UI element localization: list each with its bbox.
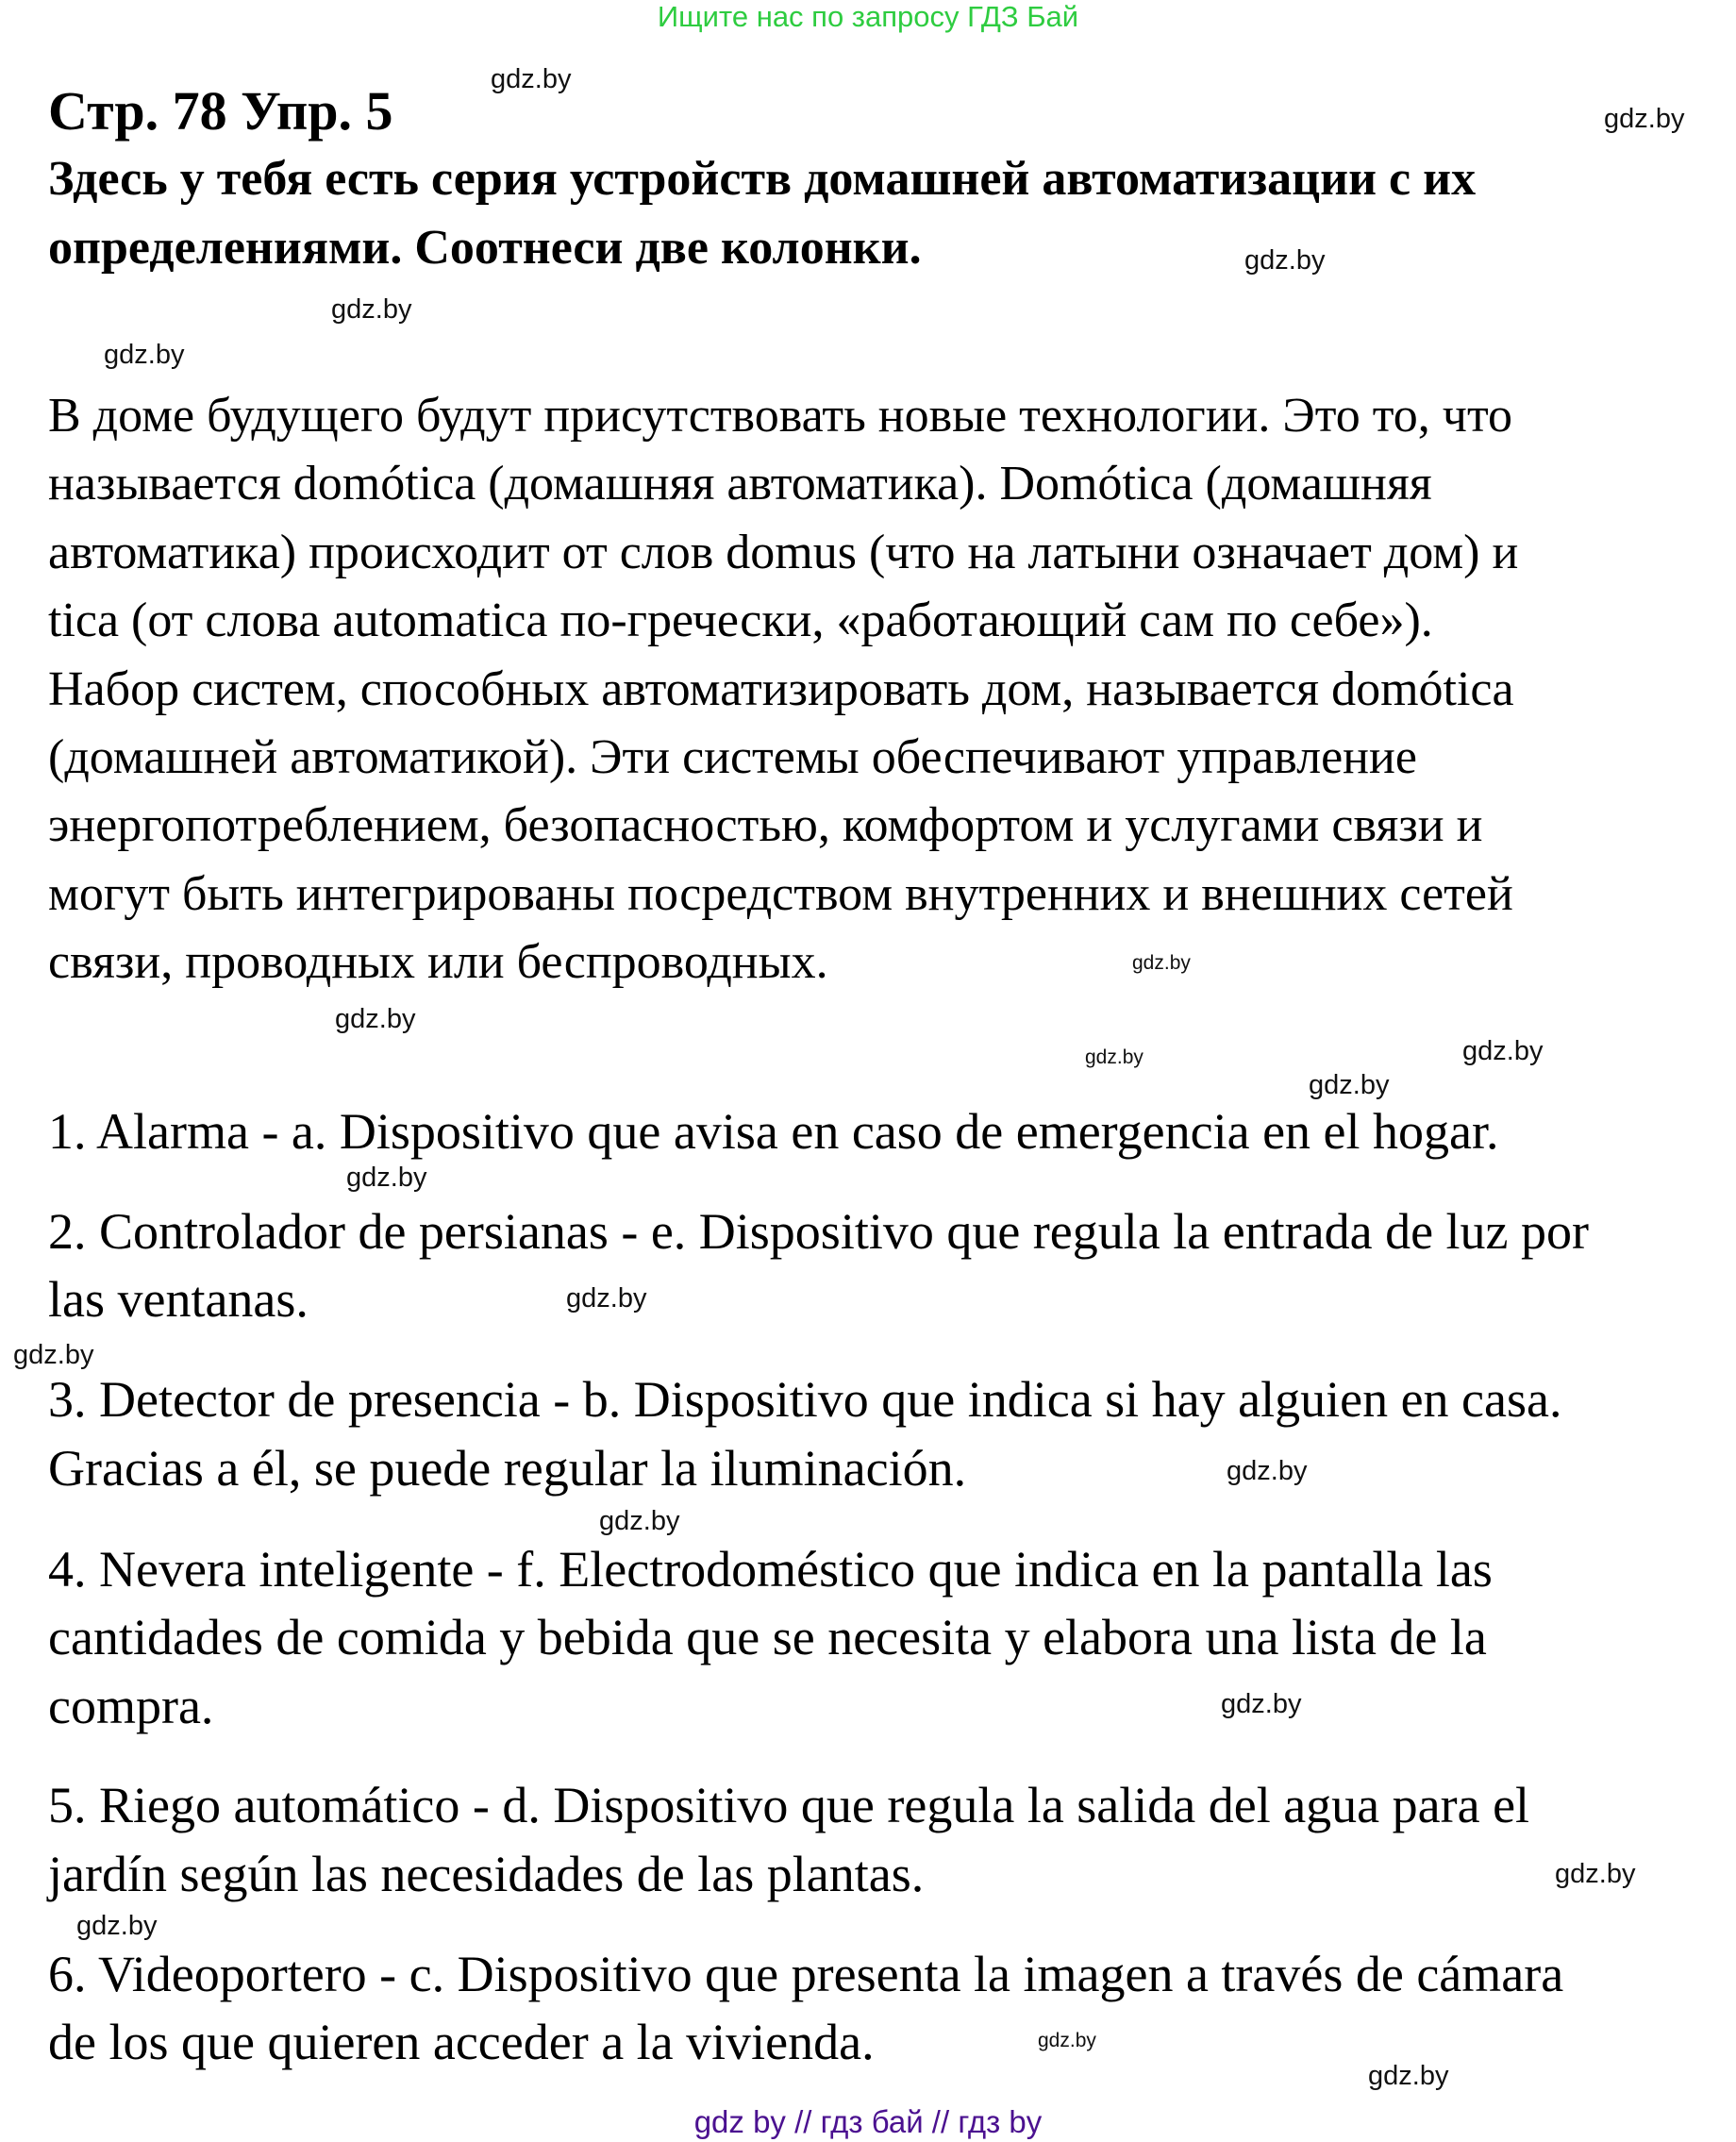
footer-links[interactable]: gdz by // гдз бай // гдз by [693, 2104, 1043, 2139]
watermark: gdz.by [1038, 2030, 1096, 2051]
answer-line: jardín según las necesidades de las plantas. [48, 1846, 925, 1902]
watermark: gdz.by [1221, 1689, 1302, 1719]
watermark: gdz.by [1132, 952, 1191, 974]
watermark: gdz.by [599, 1506, 680, 1536]
answer-line: 2. Controlador de persianas - e. Dispositivo que regula la entrada de luz por [48, 1203, 1589, 1260]
paragraph-line: tica (от слова automatica по-гречески, «работающий сам по себе»). [48, 594, 1433, 647]
answer-line: compra. [48, 1678, 214, 1734]
watermark: gdz.by [1244, 245, 1326, 276]
search-banner[interactable]: Ищите нас по запросу ГДЗ Бай [657, 0, 1079, 33]
watermark: gdz.by [1309, 1070, 1390, 1100]
page-title: Стр. 78 Упр. 5 [48, 80, 393, 142]
paragraph-line: Набор систем, способных автоматизировать дом, называется domótica [48, 662, 1514, 716]
paragraph-line: (домашней автоматикой). Эти системы обеспечивают управление [48, 730, 1417, 784]
paragraph-line: связи, проводных или беспроводных. [48, 935, 828, 989]
watermark: gdz.by [1555, 1859, 1636, 1889]
watermark: gdz.by [566, 1283, 647, 1314]
paragraph-line: называется domótica (домашняя автоматика). Domótica (домашняя [48, 457, 1432, 510]
paragraph-line: автоматика) происходит от слов domus (что на латыни означает дом) и [48, 526, 1519, 579]
paragraph-line: В доме будущего будут присутствовать новые технологии. Это то, что [48, 389, 1512, 443]
paragraph-line: могут быть интегрированы посредством внутренних и внешних сетей [48, 867, 1513, 921]
watermark: gdz.by [104, 340, 185, 370]
answer-line: cantidades de comida y bebida que se necesita y elabora una lista de la [48, 1609, 1487, 1665]
watermark: gdz.by [1462, 1036, 1544, 1066]
watermark: gdz.by [1368, 2061, 1449, 2091]
answer-line: 3. Detector de presencia - b. Dispositivo que indica si hay alguien en casa. [48, 1371, 1562, 1428]
watermark: gdz.by [491, 64, 572, 94]
task-instruction-line: определениями. Соотнеси две колонки. [48, 221, 922, 275]
paragraph-line: энергопотреблением, безопасностью, комфортом и услугами связи и [48, 798, 1483, 852]
watermark: gdz.by [1085, 1046, 1143, 1068]
task-instruction-line: Здесь у тебя есть серия устройств домашней автоматизации с их [48, 152, 1477, 206]
answer-line: las ventanas. [48, 1271, 309, 1328]
answer-line: 4. Nevera inteligente - f. Electrodoméstico que indica en la pantalla las [48, 1541, 1493, 1598]
answer-line: de los que quieren acceder a la vivienda. [48, 2014, 875, 2070]
watermark: gdz.by [331, 294, 412, 325]
watermark: gdz.by [346, 1163, 427, 1193]
answer-line: 6. Videoportero - c. Dispositivo que presenta la imagen a través de cámara [48, 1946, 1564, 2002]
watermark: gdz.by [335, 1004, 416, 1034]
watermark: gdz.by [1604, 104, 1685, 134]
watermark: gdz.by [76, 1911, 158, 1941]
watermark: gdz.by [13, 1340, 94, 1370]
watermark: gdz.by [1227, 1456, 1308, 1486]
answer-line: 5. Riego automático - d. Dispositivo que regula la salida del agua para el [48, 1777, 1530, 1833]
answer-line: 1. Alarma - a. Dispositivo que avisa en caso de emergencia en el hogar. [48, 1103, 1499, 1160]
answer-line: Gracias a él, se puede regular la iluminación. [48, 1440, 967, 1497]
